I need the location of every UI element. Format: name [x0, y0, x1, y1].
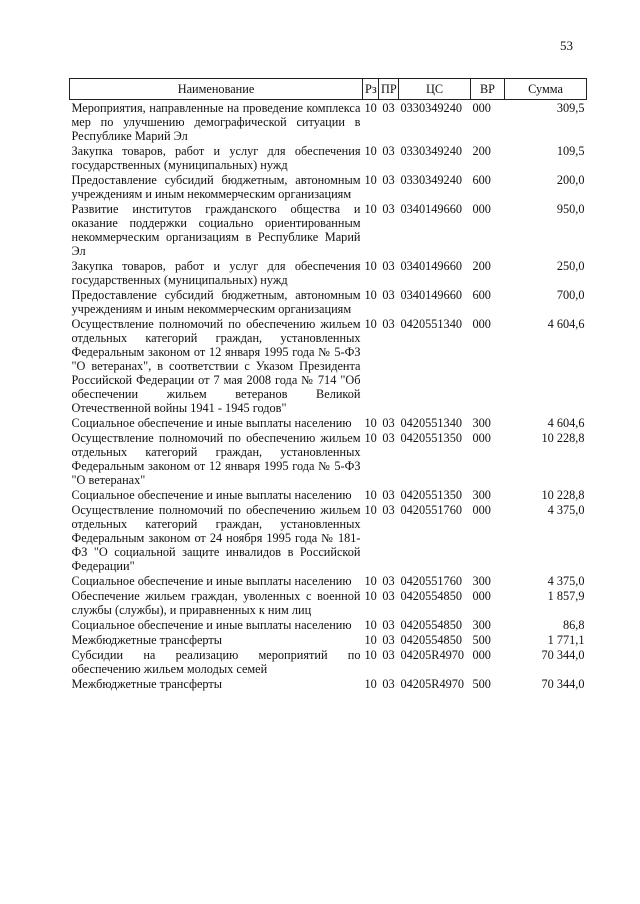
cell-vr: 200 — [472, 144, 491, 158]
cell-rz: 10 — [364, 202, 377, 216]
cell-pr: 03 — [382, 589, 395, 603]
cell-cs: 0420551350 — [400, 431, 462, 445]
cell-cs: 0340149660 — [400, 259, 462, 273]
column-header-vr: ВР — [471, 79, 505, 100]
cell-cs: 0420551350 — [400, 488, 462, 502]
table-row — [70, 617, 587, 632]
cell-rz: 10 — [364, 144, 377, 158]
cell-cs: 0420554850 — [400, 633, 462, 647]
cell-rz: 10 — [364, 431, 377, 445]
table-row — [70, 258, 587, 287]
cell-name: Межбюджетные трансферты — [71, 633, 223, 647]
cell-sum: 250,0 — [556, 259, 585, 273]
cell-pr: 03 — [382, 431, 395, 445]
cell-cs: 0330349240 — [400, 101, 462, 115]
cell-rz: 10 — [364, 488, 377, 502]
cell-name: Закупка товаров, работ и услуг для обеспечения государственных (муниципальных) нужд — [71, 144, 361, 172]
cell-rz: 10 — [364, 633, 377, 647]
cell-pr: 03 — [382, 574, 395, 588]
cell-vr: 000 — [472, 431, 491, 445]
column-header-sum: Сумма — [505, 79, 587, 100]
cell-vr: 000 — [472, 317, 491, 331]
cell-vr: 000 — [472, 101, 491, 115]
cell-rz: 10 — [364, 173, 377, 187]
cell-sum: 200,0 — [556, 173, 585, 187]
cell-vr: 000 — [472, 648, 491, 662]
cell-sum: 4 604,6 — [547, 317, 585, 331]
table-row — [70, 676, 587, 691]
cell-rz: 10 — [364, 589, 377, 603]
cell-name: Социальное обеспечение и иные выплаты населению — [71, 488, 352, 502]
cell-cs: 0420554850 — [400, 618, 462, 632]
table-row — [70, 632, 587, 647]
cell-vr: 000 — [472, 503, 491, 517]
cell-vr: 300 — [472, 574, 491, 588]
cell-vr: 200 — [472, 259, 491, 273]
table-row — [70, 647, 587, 676]
column-header-cs: ЦС — [399, 79, 471, 100]
cell-rz: 10 — [364, 317, 377, 331]
cell-cs: 04205R4970 — [400, 648, 465, 662]
cell-name: Социальное обеспечение и иные выплаты населению — [71, 618, 352, 632]
cell-pr: 03 — [382, 144, 395, 158]
cell-sum: 1 857,9 — [547, 589, 585, 603]
cell-rz: 10 — [364, 288, 377, 302]
cell-name: Предоставление субсидий бюджетным, автономным учреждениям и иным некоммерческим организациям — [71, 173, 361, 201]
cell-name: Осуществление полномочий по обеспечению жильем отдельных категорий граждан, установленных Федеральным законом от 24 ноября 1995 года № 181-ФЗ "О социальной защите инвалидов в Российской Федерации" — [71, 503, 361, 573]
cell-sum: 309,5 — [556, 101, 585, 115]
cell-pr: 03 — [382, 416, 395, 430]
cell-rz: 10 — [364, 503, 377, 517]
table-row — [70, 201, 587, 258]
cell-name: Социальное обеспечение и иные выплаты населению — [71, 574, 352, 588]
cell-vr: 600 — [472, 288, 491, 302]
table-row — [70, 502, 587, 573]
cell-pr: 03 — [382, 618, 395, 632]
cell-vr: 000 — [472, 202, 491, 216]
cell-pr: 03 — [382, 101, 395, 115]
cell-name: Предоставление субсидий бюджетным, автономным учреждениям и иным некоммерческим организациям — [71, 288, 361, 316]
table-row — [70, 287, 587, 316]
cell-sum: 10 228,8 — [541, 488, 585, 502]
cell-cs: 0330349240 — [400, 173, 462, 187]
cell-name: Развитие институтов гражданского общества и оказание поддержки социально ориентированным некоммерческим организациям в Республике Марий Эл — [71, 202, 361, 258]
cell-pr: 03 — [382, 503, 395, 517]
table-row — [70, 573, 587, 588]
cell-sum: 10 228,8 — [541, 431, 585, 445]
cell-cs: 0340149660 — [400, 202, 462, 216]
cell-name: Обеспечение жильем граждан, уволенных с военной службы (службы), и приравненных к ним лиц — [71, 589, 361, 617]
cell-rz: 10 — [364, 618, 377, 632]
cell-name: Закупка товаров, работ и услуг для обеспечения государственных (муниципальных) нужд — [71, 259, 361, 287]
cell-pr: 03 — [382, 648, 395, 662]
cell-pr: 03 — [382, 173, 395, 187]
table-header — [70, 79, 587, 100]
cell-name: Осуществление полномочий по обеспечению жильем отдельных категорий граждан, установленных Федеральным законом от 12 января 1995 года № 5-ФЗ "О ветеранах", в соответствии с Указом Президента Российской Федерации от 7 мая 2008 года № 714 "Об обеспечении жильем ветеранов Великой Отечественной войны 1941 - 1945 годов" — [71, 317, 361, 415]
cell-sum: 70 344,0 — [541, 677, 585, 691]
cell-sum: 700,0 — [556, 288, 585, 302]
cell-cs: 0420551760 — [400, 574, 462, 588]
cell-sum: 1 771,1 — [547, 633, 585, 647]
cell-cs: 04205R4970 — [400, 677, 465, 691]
cell-vr: 500 — [472, 677, 491, 691]
cell-vr: 300 — [472, 416, 491, 430]
cell-sum: 86,8 — [562, 618, 585, 632]
table-row — [70, 316, 587, 415]
cell-sum: 4 604,6 — [547, 416, 585, 430]
cell-cs: 0340149660 — [400, 288, 462, 302]
cell-name: Межбюджетные трансферты — [71, 677, 223, 691]
cell-pr: 03 — [382, 317, 395, 331]
budget-table — [69, 78, 587, 691]
table-row — [70, 172, 587, 201]
cell-vr: 300 — [472, 488, 491, 502]
cell-name: Социальное обеспечение и иные выплаты населению — [71, 416, 352, 430]
cell-cs: 0420551760 — [400, 503, 462, 517]
column-header-pr: ПР — [379, 79, 399, 100]
cell-cs: 0330349240 — [400, 144, 462, 158]
cell-pr: 03 — [382, 259, 395, 273]
cell-sum: 109,5 — [556, 144, 585, 158]
cell-sum: 70 344,0 — [541, 648, 585, 662]
column-header-rz: Рз — [363, 79, 379, 100]
cell-cs: 0420554850 — [400, 589, 462, 603]
table-body — [70, 100, 587, 692]
cell-rz: 10 — [364, 574, 377, 588]
cell-name: Осуществление полномочий по обеспечению жильем отдельных категорий граждан, установленных Федеральным законом от 12 января 1995 года № 5-ФЗ "О ветеранах" — [71, 431, 361, 487]
cell-pr: 03 — [382, 633, 395, 647]
column-header-name: Наименование — [70, 79, 363, 100]
cell-rz: 10 — [364, 677, 377, 691]
cell-vr: 600 — [472, 173, 491, 187]
cell-pr: 03 — [382, 288, 395, 302]
table-row — [70, 588, 587, 617]
cell-sum: 4 375,0 — [547, 503, 585, 517]
cell-cs: 0420551340 — [400, 317, 462, 331]
table-row — [70, 100, 587, 144]
table-row — [70, 415, 587, 430]
cell-rz: 10 — [364, 648, 377, 662]
cell-vr: 000 — [472, 589, 491, 603]
table-row — [70, 143, 587, 172]
cell-pr: 03 — [382, 488, 395, 502]
cell-vr: 500 — [472, 633, 491, 647]
cell-rz: 10 — [364, 416, 377, 430]
cell-cs: 0420551340 — [400, 416, 462, 430]
cell-rz: 10 — [364, 101, 377, 115]
cell-vr: 300 — [472, 618, 491, 632]
cell-sum: 950,0 — [556, 202, 585, 216]
table-row — [70, 430, 587, 487]
cell-sum: 4 375,0 — [547, 574, 585, 588]
cell-name: Субсидии на реализацию мероприятий по обеспечению жильем молодых семей — [71, 648, 361, 676]
table-row — [70, 487, 587, 502]
page-number: 53 — [560, 38, 573, 53]
cell-name: Мероприятия, направленные на проведение комплекса мер по улучшению демографической ситуации в Республике Марий Эл — [71, 101, 361, 143]
cell-pr: 03 — [382, 202, 395, 216]
cell-rz: 10 — [364, 259, 377, 273]
cell-pr: 03 — [382, 677, 395, 691]
